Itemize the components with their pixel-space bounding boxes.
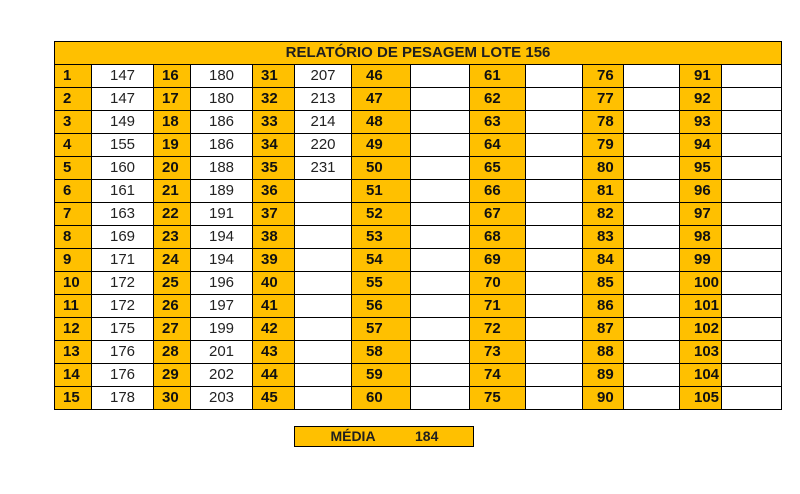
lot-number-cell: 12: [55, 318, 92, 341]
lot-number-cell: 98: [680, 226, 722, 249]
lot-number-cell: 95: [680, 157, 722, 180]
weight-value-cell: 175: [92, 318, 154, 341]
lot-number-cell: 30: [154, 387, 191, 410]
weight-value-cell: [526, 295, 583, 318]
lot-number-cell: 104: [680, 364, 722, 387]
weight-value-cell: [526, 203, 583, 226]
weight-value-cell: [722, 157, 782, 180]
lot-number-cell: 56: [352, 295, 411, 318]
weight-value-cell: [526, 88, 583, 111]
lot-number-cell: 42: [253, 318, 295, 341]
lot-number-cell: 92: [680, 88, 722, 111]
lot-number-cell: 81: [583, 180, 624, 203]
lot-number-cell: 7: [55, 203, 92, 226]
lot-number-cell: 9: [55, 249, 92, 272]
weight-value-cell: [526, 65, 583, 88]
weight-value-cell: [722, 272, 782, 295]
lot-number-cell: 96: [680, 180, 722, 203]
lot-number-cell: 55: [352, 272, 411, 295]
weight-value-cell: [526, 272, 583, 295]
weight-value-cell: 194: [191, 226, 253, 249]
weight-value-cell: [624, 272, 680, 295]
weight-value-cell: 203: [191, 387, 253, 410]
lot-number-cell: 94: [680, 134, 722, 157]
lot-number-cell: 102: [680, 318, 722, 341]
lot-number-cell: 49: [352, 134, 411, 157]
average-value: 184: [411, 427, 474, 447]
lot-number-cell: 5: [55, 157, 92, 180]
lot-number-cell: 39: [253, 249, 295, 272]
weight-value-cell: [526, 387, 583, 410]
lot-number-cell: 11: [55, 295, 92, 318]
weight-value-cell: [722, 226, 782, 249]
lot-number-cell: 90: [583, 387, 624, 410]
weight-value-cell: [411, 387, 470, 410]
lot-number-cell: 51: [352, 180, 411, 203]
weight-value-cell: [722, 203, 782, 226]
weight-value-cell: [411, 364, 470, 387]
lot-number-cell: 57: [352, 318, 411, 341]
weight-value-cell: [624, 111, 680, 134]
lot-number-cell: 70: [470, 272, 526, 295]
lot-number-cell: 46: [352, 65, 411, 88]
weight-value-cell: 161: [92, 180, 154, 203]
weight-value-cell: [722, 111, 782, 134]
weight-value-cell: [624, 341, 680, 364]
table-row: [55, 65, 782, 88]
lot-number-cell: 22: [154, 203, 191, 226]
weight-value-cell: 188: [191, 157, 253, 180]
weight-value-cell: [624, 157, 680, 180]
weight-value-cell: [624, 318, 680, 341]
weight-value-cell: [411, 203, 470, 226]
weight-value-cell: [624, 249, 680, 272]
lot-number-cell: 65: [470, 157, 526, 180]
lot-number-cell: 35: [253, 157, 295, 180]
weight-value-cell: 186: [191, 111, 253, 134]
lot-number-cell: 86: [583, 295, 624, 318]
weight-value-cell: [411, 295, 470, 318]
weight-value-cell: 231: [295, 157, 352, 180]
lot-number-cell: 32: [253, 88, 295, 111]
lot-number-cell: 41: [253, 295, 295, 318]
weight-value-cell: 196: [191, 272, 253, 295]
weight-value-cell: 180: [191, 65, 253, 88]
weight-value-cell: [295, 341, 352, 364]
lot-number-cell: 93: [680, 111, 722, 134]
weight-value-cell: [526, 111, 583, 134]
weight-value-cell: [526, 341, 583, 364]
weight-value-cell: [624, 226, 680, 249]
table-row: [55, 111, 782, 134]
weight-value-cell: [722, 387, 782, 410]
table-row: [55, 387, 782, 410]
table-row: [55, 364, 782, 387]
weight-value-cell: [411, 341, 470, 364]
weight-value-cell: 189: [191, 180, 253, 203]
weight-value-cell: [411, 226, 470, 249]
lot-number-cell: 89: [583, 364, 624, 387]
lot-number-cell: 33: [253, 111, 295, 134]
average-label: MÉDIA: [295, 427, 412, 447]
average-row: [294, 426, 474, 447]
weight-value-cell: [411, 157, 470, 180]
lot-number-cell: 48: [352, 111, 411, 134]
weight-value-cell: [295, 364, 352, 387]
lot-number-cell: 85: [583, 272, 624, 295]
lot-number-cell: 17: [154, 88, 191, 111]
weight-value-cell: [295, 272, 352, 295]
weight-value-cell: [295, 180, 352, 203]
weight-value-cell: [526, 364, 583, 387]
weight-value-cell: [722, 295, 782, 318]
lot-number-cell: 24: [154, 249, 191, 272]
weight-value-cell: 169: [92, 226, 154, 249]
lot-number-cell: 77: [583, 88, 624, 111]
weight-value-cell: [411, 272, 470, 295]
weight-value-cell: [526, 180, 583, 203]
weight-value-cell: 172: [92, 272, 154, 295]
weight-value-cell: [722, 88, 782, 111]
weight-value-cell: [624, 65, 680, 88]
lot-number-cell: 10: [55, 272, 92, 295]
weight-value-cell: 176: [92, 341, 154, 364]
report-title: RELATÓRIO DE PESAGEM LOTE 156: [55, 42, 782, 65]
weight-value-cell: [624, 387, 680, 410]
lot-number-cell: 16: [154, 65, 191, 88]
weight-value-cell: [526, 318, 583, 341]
table-row: [55, 134, 782, 157]
lot-number-cell: 103: [680, 341, 722, 364]
weight-value-cell: [624, 364, 680, 387]
weight-value-cell: [295, 387, 352, 410]
lot-number-cell: 53: [352, 226, 411, 249]
weight-value-cell: 191: [191, 203, 253, 226]
lot-number-cell: 68: [470, 226, 526, 249]
lot-number-cell: 87: [583, 318, 624, 341]
weight-value-cell: [295, 226, 352, 249]
weight-value-cell: 201: [191, 341, 253, 364]
weight-value-cell: 178: [92, 387, 154, 410]
lot-number-cell: 52: [352, 203, 411, 226]
weighing-table: [54, 41, 782, 410]
weight-value-cell: [722, 65, 782, 88]
lot-number-cell: 72: [470, 318, 526, 341]
weight-value-cell: [295, 318, 352, 341]
lot-number-cell: 60: [352, 387, 411, 410]
weight-value-cell: [624, 295, 680, 318]
table-row: [55, 203, 782, 226]
weight-value-cell: [722, 341, 782, 364]
table-row: [55, 157, 782, 180]
lot-number-cell: 37: [253, 203, 295, 226]
lot-number-cell: 8: [55, 226, 92, 249]
lot-number-cell: 73: [470, 341, 526, 364]
weight-value-cell: 186: [191, 134, 253, 157]
lot-number-cell: 25: [154, 272, 191, 295]
lot-number-cell: 44: [253, 364, 295, 387]
weight-value-cell: 171: [92, 249, 154, 272]
weight-value-cell: 214: [295, 111, 352, 134]
weight-value-cell: [624, 203, 680, 226]
lot-number-cell: 101: [680, 295, 722, 318]
table-row: [55, 226, 782, 249]
lot-number-cell: 62: [470, 88, 526, 111]
weight-value-cell: [526, 134, 583, 157]
lot-number-cell: 45: [253, 387, 295, 410]
lot-number-cell: 1: [55, 65, 92, 88]
lot-number-cell: 54: [352, 249, 411, 272]
weight-value-cell: [722, 249, 782, 272]
weight-value-cell: 199: [191, 318, 253, 341]
weight-value-cell: [526, 226, 583, 249]
lot-number-cell: 28: [154, 341, 191, 364]
weight-value-cell: [624, 180, 680, 203]
lot-number-cell: 88: [583, 341, 624, 364]
weight-value-cell: [411, 65, 470, 88]
weight-value-cell: 197: [191, 295, 253, 318]
table-row: [55, 341, 782, 364]
weight-value-cell: [722, 318, 782, 341]
weight-value-cell: [411, 318, 470, 341]
weight-value-cell: [411, 134, 470, 157]
weight-value-cell: 207: [295, 65, 352, 88]
weight-value-cell: [722, 180, 782, 203]
lot-number-cell: 71: [470, 295, 526, 318]
lot-number-cell: 66: [470, 180, 526, 203]
table-row: [55, 272, 782, 295]
lot-number-cell: 78: [583, 111, 624, 134]
lot-number-cell: 75: [470, 387, 526, 410]
weight-value-cell: 160: [92, 157, 154, 180]
lot-number-cell: 31: [253, 65, 295, 88]
weighing-report-sheet: [54, 41, 782, 410]
lot-number-cell: 3: [55, 111, 92, 134]
weight-value-cell: 172: [92, 295, 154, 318]
weight-value-cell: [722, 134, 782, 157]
weight-value-cell: [722, 364, 782, 387]
table-row: [55, 295, 782, 318]
lot-number-cell: 83: [583, 226, 624, 249]
weight-value-cell: [624, 88, 680, 111]
lot-number-cell: 21: [154, 180, 191, 203]
lot-number-cell: 61: [470, 65, 526, 88]
lot-number-cell: 20: [154, 157, 191, 180]
lot-number-cell: 43: [253, 341, 295, 364]
lot-number-cell: 80: [583, 157, 624, 180]
weight-value-cell: [624, 134, 680, 157]
weight-value-cell: [411, 249, 470, 272]
lot-number-cell: 27: [154, 318, 191, 341]
lot-number-cell: 6: [55, 180, 92, 203]
weight-value-cell: [411, 111, 470, 134]
lot-number-cell: 59: [352, 364, 411, 387]
weight-value-cell: 149: [92, 111, 154, 134]
lot-number-cell: 23: [154, 226, 191, 249]
lot-number-cell: 82: [583, 203, 624, 226]
lot-number-cell: 64: [470, 134, 526, 157]
lot-number-cell: 100: [680, 272, 722, 295]
lot-number-cell: 13: [55, 341, 92, 364]
lot-number-cell: 58: [352, 341, 411, 364]
weight-value-cell: [295, 295, 352, 318]
weight-value-cell: 163: [92, 203, 154, 226]
lot-number-cell: 19: [154, 134, 191, 157]
lot-number-cell: 105: [680, 387, 722, 410]
weight-value-cell: 194: [191, 249, 253, 272]
table-row: [55, 249, 782, 272]
weight-value-cell: [295, 203, 352, 226]
lot-number-cell: 84: [583, 249, 624, 272]
lot-number-cell: 79: [583, 134, 624, 157]
weight-value-cell: [526, 157, 583, 180]
table-row: [55, 180, 782, 203]
table-row: [55, 88, 782, 111]
weight-value-cell: 176: [92, 364, 154, 387]
weight-value-cell: 180: [191, 88, 253, 111]
lot-number-cell: 99: [680, 249, 722, 272]
lot-number-cell: 36: [253, 180, 295, 203]
lot-number-cell: 34: [253, 134, 295, 157]
weight-value-cell: 213: [295, 88, 352, 111]
lot-number-cell: 29: [154, 364, 191, 387]
lot-number-cell: 2: [55, 88, 92, 111]
weight-value-cell: 220: [295, 134, 352, 157]
lot-number-cell: 40: [253, 272, 295, 295]
weight-value-cell: [295, 249, 352, 272]
lot-number-cell: 69: [470, 249, 526, 272]
lot-number-cell: 67: [470, 203, 526, 226]
lot-number-cell: 38: [253, 226, 295, 249]
lot-number-cell: 26: [154, 295, 191, 318]
weight-value-cell: 202: [191, 364, 253, 387]
lot-number-cell: 91: [680, 65, 722, 88]
weight-value-cell: 147: [92, 65, 154, 88]
weight-value-cell: [526, 249, 583, 272]
lot-number-cell: 18: [154, 111, 191, 134]
weight-value-cell: 155: [92, 134, 154, 157]
lot-number-cell: 97: [680, 203, 722, 226]
lot-number-cell: 15: [55, 387, 92, 410]
lot-number-cell: 14: [55, 364, 92, 387]
lot-number-cell: 76: [583, 65, 624, 88]
lot-number-cell: 74: [470, 364, 526, 387]
lot-number-cell: 50: [352, 157, 411, 180]
weight-value-cell: 147: [92, 88, 154, 111]
weight-value-cell: [411, 180, 470, 203]
weight-value-cell: [411, 88, 470, 111]
lot-number-cell: 4: [55, 134, 92, 157]
lot-number-cell: 63: [470, 111, 526, 134]
table-row: [55, 318, 782, 341]
lot-number-cell: 47: [352, 88, 411, 111]
